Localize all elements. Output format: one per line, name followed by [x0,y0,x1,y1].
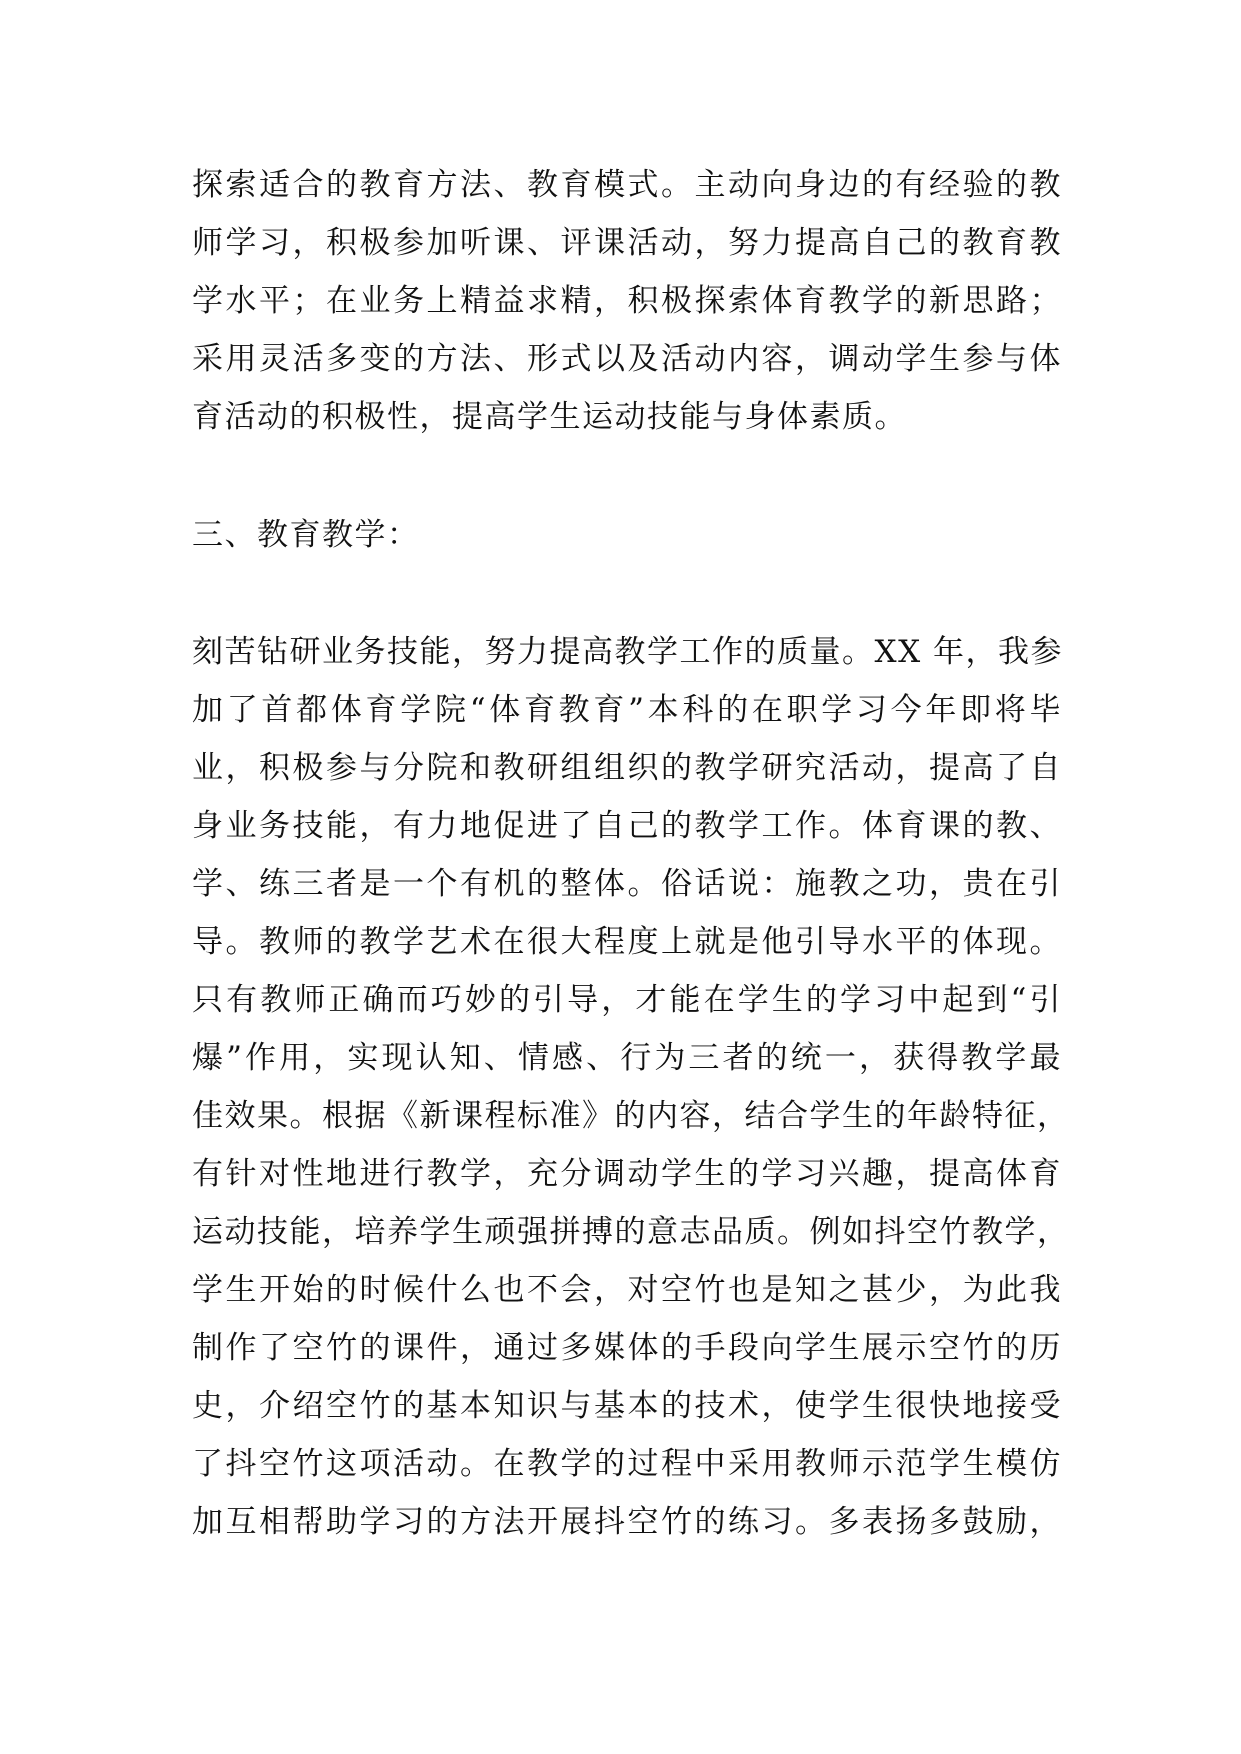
text-line: 学、练三者是一个有机的整体。俗话说：施教之功，贵在引 [192,866,1062,902]
text-line: 运动技能，培养学生顽强拼搏的意志品质。例如抖空竹教学， [192,1214,1070,1250]
paragraph-education-teaching [192,623,1070,1551]
text-line: 爆”作用，实现认知、情感、行为三者的统一，获得教学最 [192,1040,1062,1076]
text-line: 刻苦钻研业务技能，努力提高教学工作的质量。XX 年，我参 [192,634,1063,670]
text-line: 师学习，积极参加听课、评课活动，努力提高自己的教育教 [192,225,1062,261]
text-line: 学生开始的时候什么也不会，对空竹也是知之甚少，为此我 [192,1272,1062,1308]
paragraph-teaching-methods [192,156,1062,446]
text-line: 导。教师的教学艺术在很大程度上就是他引导水平的体现。 [192,924,1062,960]
text-line: 业，积极参与分院和教研组组织的教学研究活动，提高了自 [192,750,1062,786]
text-line: 只有教师正确而巧妙的引导，才能在学生的学习中起到“引 [192,982,1062,1018]
section-heading [192,506,1062,564]
text-line: 史，介绍空竹的基本知识与基本的技术，使学生很快地接受 [192,1388,1062,1424]
section-heading-text: 三、教育教学： [192,517,420,553]
text-line: 身业务技能，有力地促进了自己的教学工作。体育课的教、 [192,808,1062,844]
text-line: 加互相帮助学习的方法开展抖空竹的练习。多表扬多鼓励， [192,1504,1062,1540]
text-line: 制作了空竹的课件，通过多媒体的手段向学生展示空竹的历 [192,1330,1062,1366]
text-line: 育活动的积极性，提高学生运动技能与身体素质。 [192,399,907,435]
text-line: 探索适合的教育方法、教育模式。主动向身边的有经验的教 [192,167,1062,203]
text-line: 采用灵活多变的方法、形式以及活动内容，调动学生参与体 [192,341,1062,377]
text-line: 佳效果。根据《新课程标准》的内容，结合学生的年龄特征， [192,1098,1070,1134]
text-line: 学水平；在业务上精益求精，积极探索体育教学的新思路； [192,283,1062,319]
text-line: 有针对性地进行教学，充分调动学生的学习兴趣，提高体育 [192,1156,1062,1192]
text-line: 了抖空竹这项活动。在教学的过程中采用教师示范学生模仿 [192,1446,1062,1482]
text-line: 加了首都体育学院“体育教育”本科的在职学习今年即将毕 [192,692,1062,728]
